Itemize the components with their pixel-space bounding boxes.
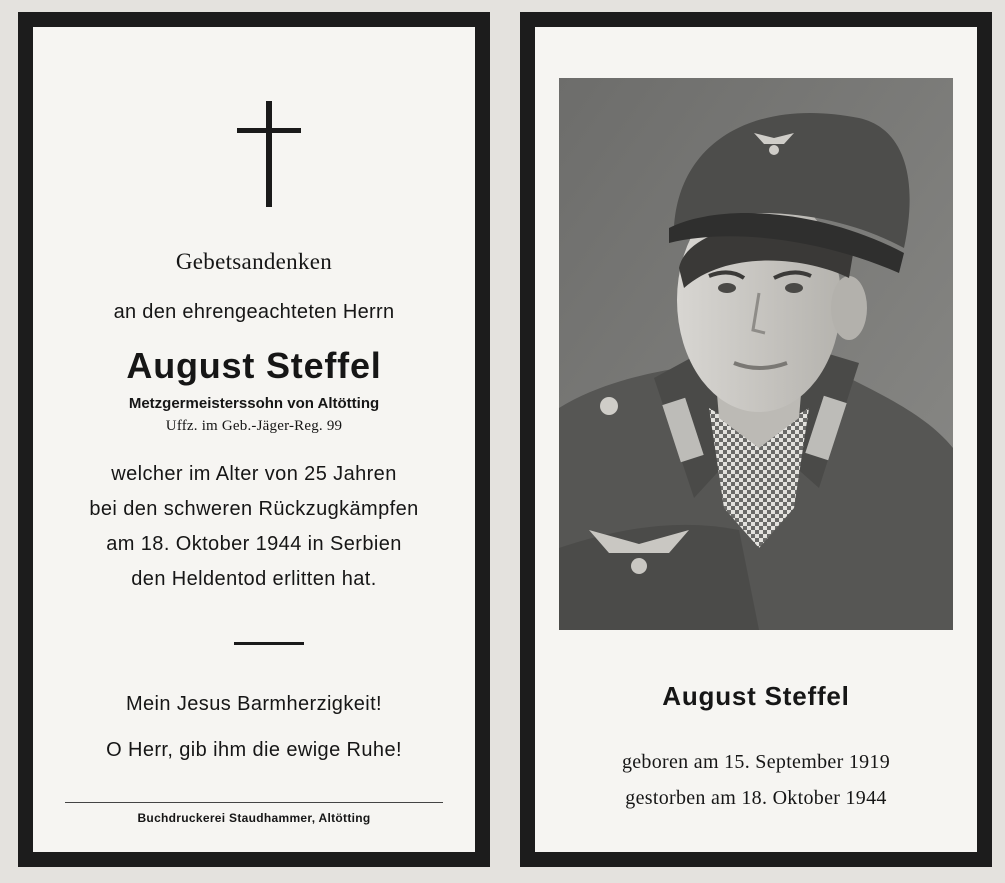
- printer-credit: Buchdruckerei Staudhammer, Altötting: [137, 811, 371, 825]
- deceased-name: August Steffel: [126, 345, 382, 386]
- death-date-line: gestorben am 18. Oktober 1944: [625, 787, 887, 809]
- divider: [234, 642, 304, 645]
- memorial-text-line: am 18. Oktober 1944 in Serbien: [106, 533, 402, 555]
- memorial-text-line: welcher im Alter von 25 Jahren: [111, 463, 397, 485]
- card-title: Gebetsandenken: [175, 249, 333, 274]
- memorial-text-line: den Heldentod erlitten hat.: [131, 568, 377, 590]
- prayer-line: Mein Jesus Barmherzigkeit!: [125, 693, 383, 715]
- prayer-line: O Herr, gib ihm die ewige Ruhe!: [106, 739, 402, 761]
- cross-icon: [237, 101, 301, 207]
- dedication-line: an den ehrengeachteten Herrn: [113, 301, 395, 323]
- memorial-card-left-panel: [18, 12, 490, 867]
- footer-divider: [65, 802, 443, 803]
- portrait-photo: [559, 78, 953, 630]
- memorial-card-right-panel: [520, 12, 992, 867]
- deceased-name: August Steffel: [662, 681, 850, 711]
- memorial-text-line: bei den schweren Rückzugkämpfen: [89, 498, 419, 520]
- military-unit-line: Uffz. im Geb.-Jäger-Reg. 99: [165, 418, 343, 434]
- occupation-line: Metzgermeisterssohn von Altötting: [128, 395, 380, 412]
- birth-date-line: geboren am 15. September 1919: [621, 751, 891, 773]
